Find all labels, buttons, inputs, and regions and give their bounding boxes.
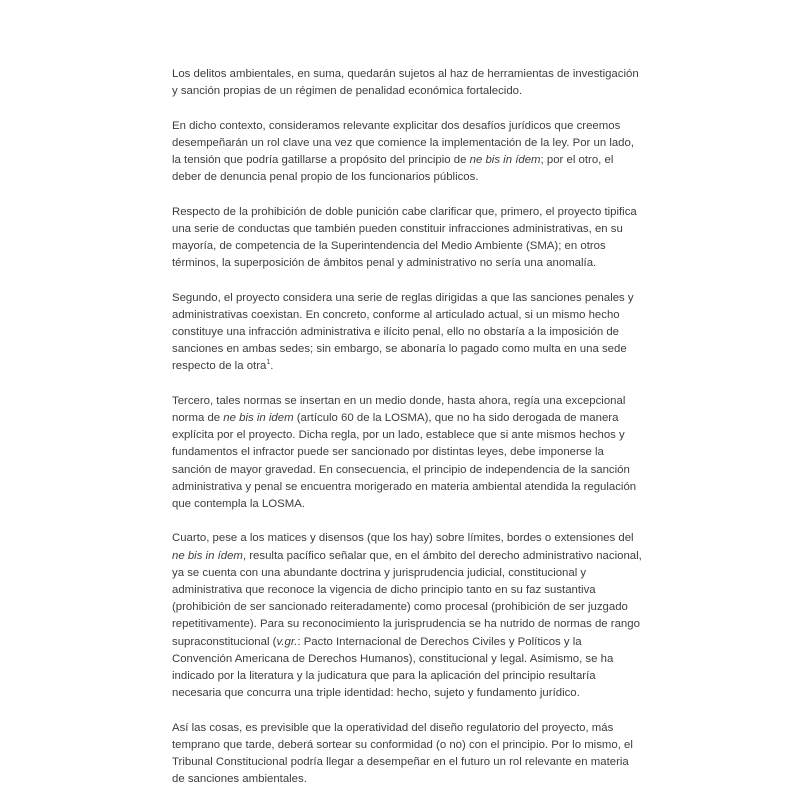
paragraph-7: Así las cosas, es previsible que la operatividad del diseño regulatorio del proyecto, más temprano que tarde, deberá sortear su conformidad (o no) con el principio. Por lo mismo, el Tribunal Constitucional podría llegar a desempeñar en el futuro un rol relevante en materia de sanciones ambientales. xyxy=(172,721,633,786)
paragraph-5 xyxy=(172,393,642,513)
paragraph-6-abbreviation: v.gr. xyxy=(276,635,298,648)
paragraph-6-text-e: : Pacto Internacional de Derechos Civiles y Políticos y la Convención Americana de Derechos Humanos), constitucional y legal. Asimismo, se ha indicado por la literatura y la judicatura que para la aplicación del principio resultaría necesaria que concurra una triple identidad: hecho, sujeto y fundamento jurídico. xyxy=(172,635,614,700)
paragraph-6-text-c: , resulta pacífico señalar que, en el ámbito del derecho administrativo nacional, ya se cuenta con una abundante doctrina y jurisprudencia judicial, constitucional y administrativa que reconoce la vigencia de dicho principio tanto en su faz sustantiva (prohibición de ser sancionado reiteradamente) como procesal (prohibición de ser juzgado repetitivamente). Para su reconocimiento la jurisprudencia se ha nutrido de normas de rango supraconstitucional ( xyxy=(172,549,642,648)
paragraph-2 xyxy=(172,118,642,187)
paragraph-5-text-c: (artículo 60 de la LOSMA), que no ha sido derogada de manera explícita por el proyecto. Dicha regla, por un lado, establece que si ante mismos hechos y fundamentos el infractor puede ser sancionado por distintas leyes, debe imponerse la sanción de mayor gravedad. En consecuencia, el principio de independencia de la sanción administrativa y penal se encuentra morigerado en materia ambiental atendida la regulación que contempla la LOSMA. xyxy=(172,412,637,511)
paragraph-4-text-a: Segundo, el proyecto considera una serie de reglas dirigidas a que las sanciones penales y administrativas coexistan. En concreto, conforme al articulado actual, si un mismo hecho constituye una infracción administrativa e ilícito penal, ello no obstaría a la imposición de sanciones en ambas sedes; sin embargo, se abonaría lo pagado como multa en una sede respecto de la otra xyxy=(172,291,634,373)
paragraph-6-text-a: Cuarto, pese a los matices y disensos (que los hay) sobre límites, bordes o extensiones del xyxy=(172,532,634,545)
paragraph-5-latin-term: ne bis in idem xyxy=(223,412,294,424)
paragraph-5-text-a: Tercero, tales normas se insertan en un medio donde, hasta ahora, regía una excepcional norma de xyxy=(172,394,626,424)
footnote-marker[interactable]: 1 xyxy=(266,359,271,367)
paragraph-4-text-b: . xyxy=(270,360,274,373)
paragraph-4 xyxy=(172,290,642,376)
article-body xyxy=(172,66,642,806)
paragraph-1: Los delitos ambientales, en suma, quedarán sujetos al haz de herramientas de investigación y sanción propias de un régimen de penalidad económica fortalecido. xyxy=(172,68,639,98)
paragraph-3: Respecto de la prohibición de doble punición cabe clarificar que, primero, el proyecto tipifica una serie de conductas que también pueden constituir infracciones administrativas, en su mayoría, de competencia de la Superintendencia del Medio Ambiente (SMA); en otros términos, la superposición de ámbitos penal y administrativo no sería una anomalía. xyxy=(172,205,637,270)
paragraph-2-latin-term: ne bis in ídem xyxy=(469,154,541,166)
paragraph-6 xyxy=(172,530,642,702)
paragraph-2-text-a: En dicho contexto, consideramos relevante explicitar dos desafíos jurídicos que creemos desempeñarán un rol clave una vez que comience la implementación de la ley. Por un lado, la tensión que podría gatillarse a propósito del principio de xyxy=(172,119,635,166)
paragraph-6-latin-term: ne bis in ídem xyxy=(172,549,243,562)
paragraph-2-text-c: ; por el otro, el deber de denuncia penal propio de los funcionarios públicos. xyxy=(172,154,614,184)
